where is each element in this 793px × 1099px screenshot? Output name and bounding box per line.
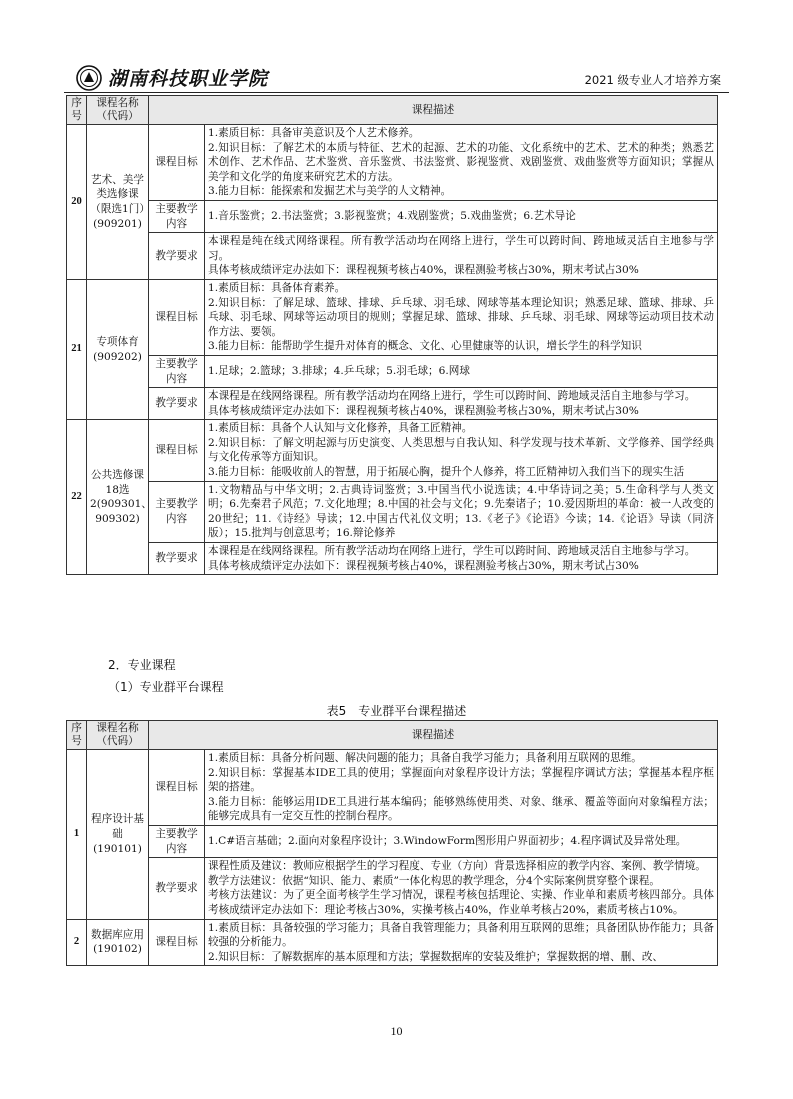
course-row (67, 858, 718, 919)
course-row (67, 233, 718, 280)
aspect-label: 主要教学内容 (149, 825, 205, 857)
course-number: 1 (67, 750, 87, 920)
header-name: 课程名称（代码） (87, 96, 149, 125)
aspect-text (205, 750, 718, 826)
aspect-text-line: 2.知识目标：了解足球、篮球、排球、乒乓球、羽毛球、网球等基本理论知识；熟悉足球、篮球、排球、乒乓球、羽毛球、网球等运动项目的规则；掌握足球、篮球、排球、乒乓球、羽毛球、网球等运动项目技术动作方法、要领。 (208, 296, 714, 338)
aspect-text-line: 课程性质及建议：教师应根据学生的学习程度、专业（方向）背景选择相应的教学内容、案例、教学情境。 (208, 860, 706, 873)
section-heading: 2．专业课程 (108, 658, 176, 672)
subsection-heading: （1）专业群平台课程 (108, 680, 224, 694)
course-row (67, 200, 718, 232)
course-number: 20 (67, 125, 87, 280)
aspect-label: 主要教学内容 (149, 355, 205, 387)
aspect-text-line: 2.知识目标：了解数据库的基本原理和方法；掌握数据库的安装及维护；掌握数据的增、删、改、 (208, 950, 664, 963)
page-number: 10 (390, 1024, 403, 1038)
aspect-label: 课程目标 (149, 279, 205, 355)
aspect-text-line: 3.能力目标：能探索和发掘艺术与美学的人文精神。 (208, 185, 452, 198)
aspect-text-line: 1.素质目标：具备个人认知与文化修养，具备工匠精神。 (208, 422, 473, 435)
course-name: 艺术、美学类选修课（限选1门）(909201) (87, 125, 149, 280)
aspect-label: 教学要求 (149, 388, 205, 420)
course-row (67, 919, 718, 966)
aspect-text-line: 1.素质目标：具备体育素养。 (208, 281, 346, 294)
course-table-platform (66, 720, 718, 966)
course-table-general (66, 95, 718, 575)
aspect-text-line: 1.素质目标：具备较强的学习能力；具备自我管理能力；具备利用互联网的思维；具备团队协作能力；具备较强的分析能力。 (208, 921, 714, 949)
aspect-text-line: 教学方法建议：依据“知识、能力、素质”一体化构思的教学理念，分4个实际案例贯穿整个课程。 (208, 874, 660, 887)
aspect-text-line: 本课程是在线网络课程。所有教学活动均在网络上进行，学生可以跨时间、跨地域灵活自主地参与学习。 (208, 545, 696, 558)
aspect-label: 教学要求 (149, 543, 205, 575)
course-row (67, 420, 718, 481)
aspect-text (205, 481, 718, 542)
aspect-text (205, 125, 718, 201)
aspect-label: 课程目标 (149, 919, 205, 966)
aspect-text-line: 1.音乐鉴赏；2.书法鉴赏；3.影视鉴赏；4.戏剧鉴赏；5.戏曲鉴赏；6.艺术导论 (208, 210, 576, 223)
aspect-text-line: 2.知识目标：掌握基本IDE工具的使用；掌握面向对象程序设计方法；掌握程序调试方法；掌握基本程序框架的搭建。 (208, 766, 714, 794)
course-number: 22 (67, 420, 87, 575)
aspect-text-line: 具体考核成绩评定办法如下：课程视频考核占40%，课程测验考核占30%，期末考试占30% (208, 264, 639, 277)
course-row (67, 125, 718, 201)
aspect-text (205, 388, 718, 420)
course-row (67, 825, 718, 857)
aspect-text (205, 355, 718, 387)
course-row (67, 388, 718, 420)
course-row (67, 279, 718, 355)
aspect-text-line: 1.素质目标：具备分析问题、解决问题的能力；具备自我学习能力；具备利用互联网的思维。 (208, 752, 642, 764)
aspect-text-line: 1.素质目标：具备审美意识及个人艺术修养。 (208, 127, 420, 139)
aspect-text (205, 200, 718, 232)
aspect-text-line: 具体考核成绩评定办法如下：课程视频考核占40%，课程测验考核占30%，期末考试占30% (208, 559, 639, 572)
aspect-text-line: 本课程是纯在线式网络课程。所有教学活动均在网络上进行，学生可以跨时间、跨地域灵活自主地参与学习。 (208, 235, 714, 262)
aspect-text-line: 1.足球；2.篮球；3.排球；4.乒乓球；5.羽毛球；6.网球 (208, 365, 470, 378)
header-num: 序号 (67, 721, 87, 750)
aspect-text-line: 3.能力目标：能帮助学生提升对体育的概念、文化、心里健康等的认识，增长学生的科学知识 (208, 340, 642, 353)
aspect-text (205, 233, 718, 280)
table-caption: 表5 专业群平台课程描述 (326, 704, 467, 718)
table-header-row (67, 721, 718, 750)
aspect-text-line: 1.文物精品与中华文明；2.古典诗词鉴赏；3.中国当代小说选读；4.中华诗词之美；5.生命科学与人类文明；6.先秦君子风范；7.文化地理；8.中国的社会与文化；9.先秦诸子；10.爱因斯坦的革命：被一人改变的20世纪；11.《诗经》导读；12.中国古代礼仪文明；13.《老子》《论语》今读；14.《论语》导读（同济版）；15.批判与创意思考；16.辩论修养 (208, 483, 714, 540)
header-desc: 课程描述 (149, 721, 718, 750)
aspect-text-line: 2.知识目标：了解文明起源与历史演变、人类思想与自我认知、科学发现与技术革新、文学修养、国学经典与文化传承等方面知识。 (208, 436, 714, 464)
aspect-label: 课程目标 (149, 750, 205, 826)
course-row (67, 355, 718, 387)
aspect-text-line: 考核方法建议：为了更全面考核学生学习情况，课程考核包括理论、实操、作业单和素质考核四部分。具体考核成绩评定办法如下：理论考核占30%，实操考核占40%，作业单考核占20%，素质考核占10%。 (208, 889, 714, 916)
aspect-label: 课程目标 (149, 125, 205, 201)
course-name: 程序设计基础(190101) (87, 750, 149, 920)
table-header-row (67, 96, 718, 125)
header-desc: 课程描述 (149, 96, 718, 125)
aspect-text-line: 1.C#语言基础；2.面向对象程序设计；3.WindowForm图形用户界面初步；4.程序调试及异常处理。 (208, 835, 687, 848)
course-row (67, 543, 718, 575)
aspect-text (205, 420, 718, 481)
aspect-label: 教学要求 (149, 233, 205, 280)
aspect-text-line: 3.能力目标：能吸收前人的智慧，用于拓展心胸，提升个人修养，将工匠精神切入我们当下的现实生活 (208, 466, 685, 479)
school-logo (76, 64, 268, 91)
document-title: 2021 级专业人才培养方案 (584, 73, 721, 87)
aspect-text (205, 858, 718, 919)
page-header (64, 62, 729, 93)
aspect-label: 课程目标 (149, 420, 205, 481)
aspect-label: 教学要求 (149, 858, 205, 919)
course-row (67, 750, 718, 826)
course-number: 21 (67, 279, 87, 419)
aspect-text-line: 3.能力目标：能够运用IDE工具进行基本编码；能够熟练使用类、对象、继承、覆盖等面向对象编程方法；能够完成具有一定交互性的控制台程序。 (208, 795, 714, 823)
course-name: 公共选修课18选2(909301、909302) (87, 420, 149, 575)
aspect-text-line: 2.知识目标：了解艺术的本质与特征、艺术的起源、艺术的功能、文化系统中的艺术、艺术的种类；熟悉艺术创作、艺术作品、艺术鉴赏、音乐鉴赏、书法鉴赏、影视鉴赏、戏剧鉴赏、戏曲鉴赏等方面知识；掌握从美学和文化学的角度来研究艺术的方法。 (208, 141, 714, 183)
aspect-text-line: 本课程是在线网络课程。所有教学活动均在网络上进行，学生可以跨时间、跨地域灵活自主地参与学习。 (208, 390, 696, 403)
aspect-label: 主要教学内容 (149, 200, 205, 232)
course-name: 数据库应用(190102) (87, 919, 149, 966)
aspect-text-line: 具体考核成绩评定办法如下：课程视频考核占40%，课程测验考核占30%，期末考试占30% (208, 404, 639, 417)
aspect-text (205, 825, 718, 857)
aspect-label: 主要教学内容 (149, 481, 205, 542)
aspect-text (205, 543, 718, 575)
header-num: 序号 (67, 96, 87, 125)
header-name: 课程名称（代码） (87, 721, 149, 750)
school-name: 湖南科技职业学院 (108, 68, 269, 90)
course-number: 2 (67, 919, 87, 966)
school-seal-icon (76, 65, 102, 91)
course-row (67, 481, 718, 542)
course-name: 专项体育(909202) (87, 279, 149, 419)
aspect-text (205, 919, 718, 966)
aspect-text (205, 279, 718, 355)
